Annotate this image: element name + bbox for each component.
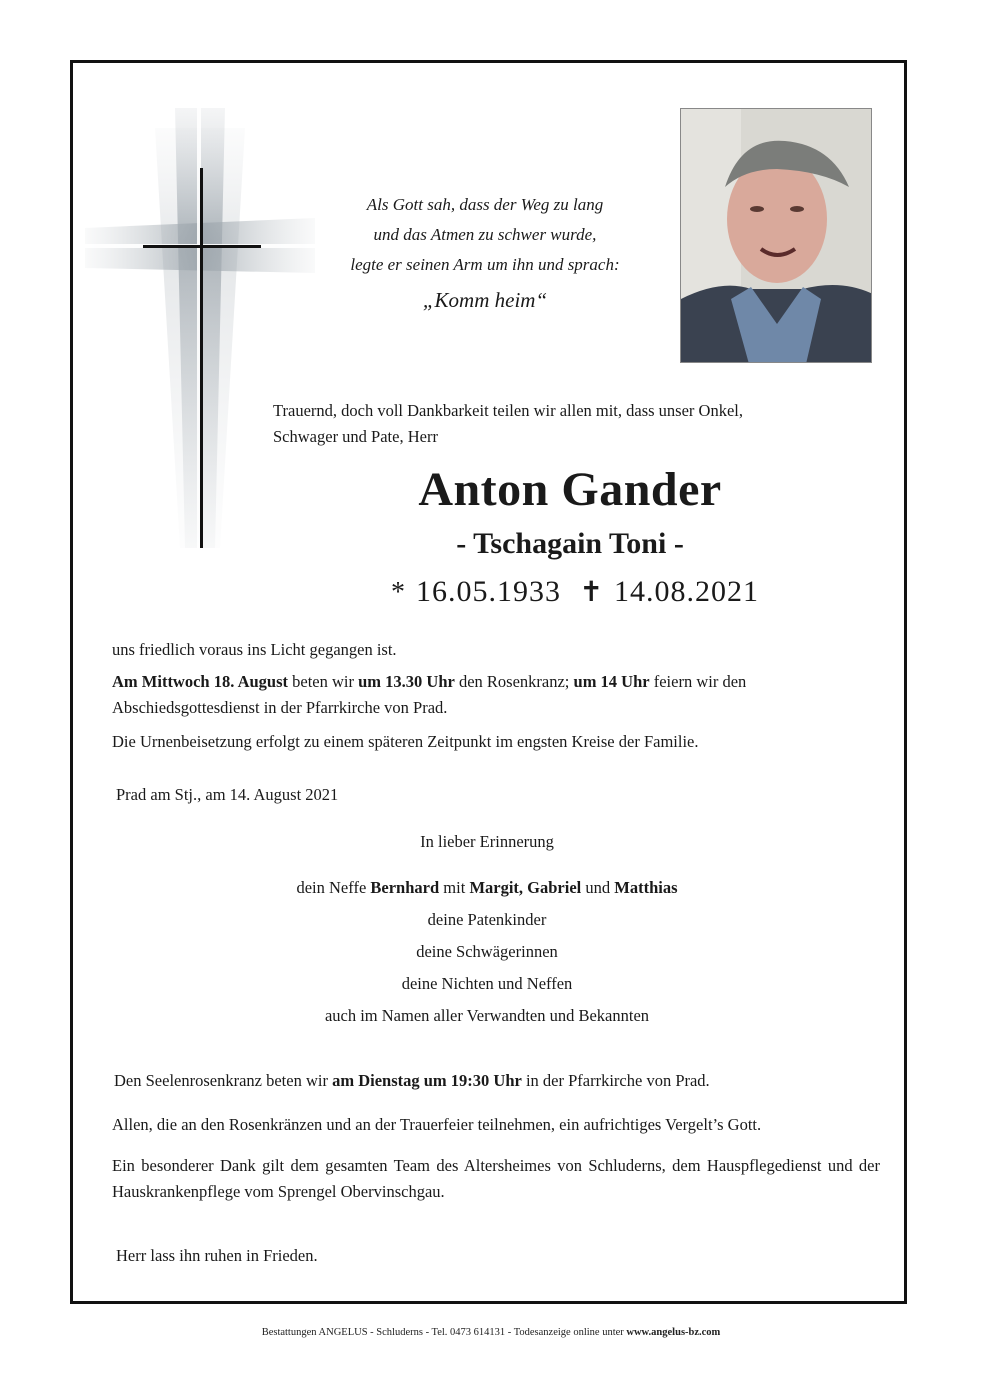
mourner-text: dein Neffe [296,878,371,897]
service-part: den Rosenkranz; [454,672,574,691]
birth-star-icon: * [391,577,407,608]
thanks-special-text: Ein besonderer Dank gilt dem gesamten Team des Altersheimes von Schluderns, dem Hauspflegedienst und der Hauskrankenpflege vom Sprengel Obervinschgau. [112,1156,880,1201]
deceased-name: Anton Gander [418,463,722,516]
deceased-nickname: - Tschagain Toni - [456,527,684,560]
quote-line-2: und das Atmen zu schwer wurde, [373,225,597,244]
footer-text: Bestattungen ANGELUS - Schluderns - Tel. 0473 614131 - Todesanzeige online unter [261,1327,627,1338]
mourner-line-1 [112,872,862,904]
birth-date: 16.05.1933 [416,575,562,608]
mourner-line-2: deine Patenkinder [427,910,547,929]
mass-time: um 14 Uhr [573,672,650,691]
life-dates [270,570,870,615]
rosary-part: in der Pfarrkirche von Prad. [521,1071,710,1090]
portrait-photo [680,108,872,363]
passed-text: uns friedlich voraus ins Licht gegangen ist. [112,640,397,659]
mourner-line-5: auch im Namen aller Verwandten und Bekannten [324,1006,650,1025]
quote-line-1: Als Gott sah, dass der Weg zu lang [366,195,604,214]
rosary-time: um 13.30 Uhr [358,672,455,691]
mourner-line-4: deine Nichten und Neffen [401,974,573,993]
service-day: Am Mittwoch 18. August [112,672,288,691]
place-date: Prad am Stj., am 14. August 2021 [116,785,339,804]
footer [0,1327,982,1338]
quote [300,190,670,320]
service-line-2: Abschiedsgottesdienst in der Pfarrkirche von Prad. [112,698,448,717]
rosary-text [114,1068,884,1094]
urn-text: Die Urnenbeisetzung erfolgt zu einem späteren Zeitpunkt im engsten Kreise der Familie. [112,732,699,751]
intro-line-1: Trauernd, doch voll Dankbarkeit teilen wir allen mit, dass unser Onkel, [273,401,743,420]
mourner-text: und [581,878,615,897]
rosary-datetime: am Dienstag um 19:30 Uhr [332,1071,522,1090]
service-text [112,669,882,721]
thanks-all-text: Allen, die an den Rosenkränzen und an der Trauerfeier teilnehmen, ein aufrichtiges Vergelt’s Gott. [112,1115,762,1134]
mourner-text: mit [439,878,470,897]
service-part: feiern wir den [649,672,747,691]
mourners-list [112,872,862,1032]
footer-url: www.angelus-bz.com [626,1327,721,1338]
quote-line-4: „Komm heim“ [422,288,548,312]
mourner-name: Matthias [614,878,678,897]
rest-text: Herr lass ihn ruhen in Frieden. [116,1246,318,1265]
service-part: beten wir [288,672,359,691]
mourner-name: Margit, Gabriel [469,878,582,897]
death-date: 14.08.2021 [613,575,759,608]
death-cross-icon: ✝ [579,577,604,608]
intro-text [273,398,863,450]
mourners-heading: In lieber Erinnerung [420,832,554,851]
rosary-part: Den Seelenrosenkranz beten wir [114,1071,333,1090]
intro-line-2: Schwager und Pate, Herr [273,427,438,446]
mourner-name: Bernhard [370,878,440,897]
mourner-line-3: deine Schwägerinnen [416,942,558,961]
quote-line-3: legte er seinen Arm um ihn und sprach: [350,255,620,274]
